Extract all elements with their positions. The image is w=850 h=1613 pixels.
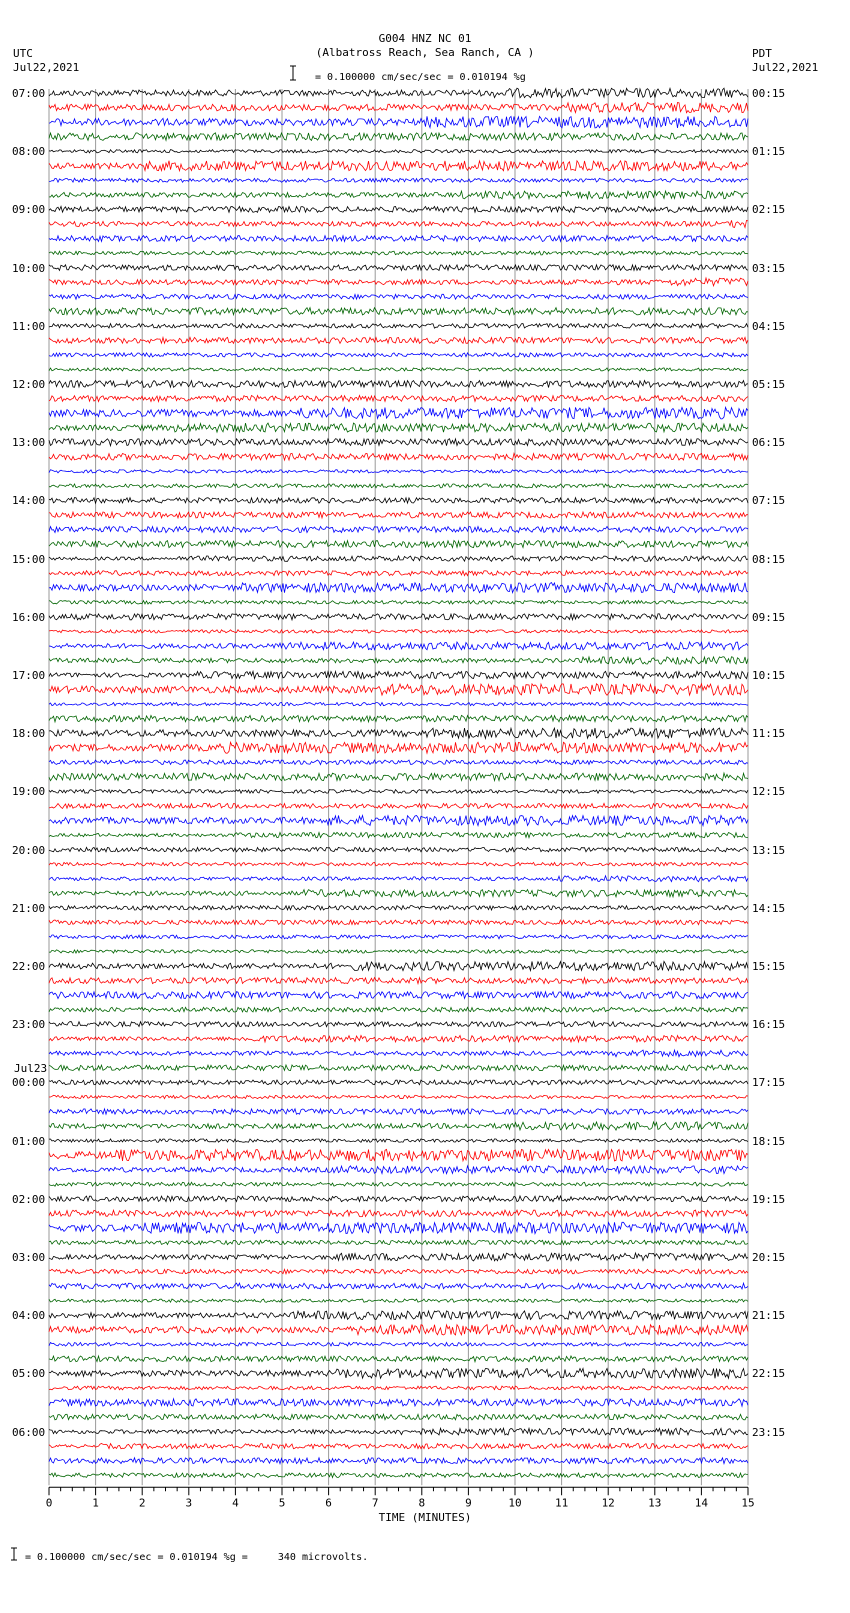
- seismic-trace: [49, 470, 748, 473]
- seismic-trace: [49, 992, 748, 999]
- seismic-trace: [49, 103, 748, 113]
- pdt-hour-label: 16:15: [752, 1018, 786, 1032]
- seismic-trace: [49, 728, 748, 739]
- seismic-trace: [49, 601, 748, 605]
- seismic-trace: [49, 1122, 748, 1130]
- utc-hour-label: 22:00: [12, 960, 46, 973]
- x-tick-label: 0: [45, 1496, 53, 1510]
- seismic-trace: [49, 88, 748, 98]
- seismic-trace: [49, 1240, 748, 1244]
- seismic-trace: [49, 381, 748, 388]
- scale-bar-icon: [290, 66, 296, 80]
- seismic-trace: [49, 816, 748, 826]
- seismic-trace: [49, 337, 748, 343]
- utc-hour-label: 03:00: [12, 1251, 46, 1264]
- seismic-trace: [49, 684, 748, 695]
- x-tick-label: 4: [232, 1496, 239, 1510]
- seismic-trace: [49, 236, 748, 242]
- seismic-trace: [49, 715, 748, 722]
- seismic-trace: [49, 1253, 748, 1261]
- seismic-trace: [49, 407, 748, 419]
- seismic-trace: [49, 742, 748, 753]
- seismic-trace: [49, 1386, 748, 1390]
- right-date: Jul22,2021: [752, 61, 819, 74]
- date-change-label: Jul23: [14, 1062, 48, 1076]
- seismic-trace: [49, 1139, 748, 1142]
- utc-hour-label: 04:00: [12, 1309, 46, 1323]
- x-tick-label: 8: [418, 1496, 426, 1510]
- pdt-hour-label: 00:15: [752, 87, 786, 100]
- seismic-trace: [49, 161, 748, 171]
- seismic-trace: [49, 1342, 748, 1346]
- seismic-trace: [49, 760, 748, 765]
- seismic-trace: [49, 1166, 748, 1174]
- utc-hour-label: 06:00: [12, 1425, 46, 1439]
- seismic-trace: [49, 1399, 748, 1406]
- seismic-trace: [49, 353, 748, 357]
- utc-hour-label: 01:00: [12, 1134, 46, 1148]
- seismic-trace: [49, 906, 748, 910]
- left-date: Jul22,2021: [13, 61, 80, 74]
- utc-hour-label: 02:00: [12, 1192, 46, 1206]
- utc-hour-label: 23:00: [12, 1018, 46, 1032]
- seismic-trace: [49, 1369, 748, 1379]
- seismic-trace: [49, 1299, 748, 1302]
- x-tick-label: 1: [92, 1496, 99, 1510]
- seismic-trace: [49, 876, 748, 882]
- pdt-hour-label: 09:15: [752, 610, 786, 624]
- x-tick-label: 2: [138, 1496, 146, 1510]
- seismic-trace: [49, 583, 748, 593]
- pdt-hour-label: 07:15: [752, 494, 786, 508]
- seismic-trace: [49, 920, 748, 925]
- seismic-trace: [49, 1356, 748, 1362]
- seismic-trace: [49, 803, 748, 808]
- seismic-trace: [49, 1007, 748, 1012]
- x-axis-title: TIME (MINUTES): [378, 1511, 472, 1524]
- pdt-hour-label: 01:15: [752, 145, 786, 159]
- utc-hour-label: 05:00: [12, 1367, 46, 1381]
- seismic-trace: [49, 453, 748, 460]
- seismic-trace: [49, 950, 748, 954]
- x-tick-label: 6: [325, 1496, 332, 1510]
- pdt-hour-label: 19:15: [752, 1192, 786, 1206]
- pdt-hour-label: 20:15: [752, 1251, 786, 1264]
- pdt-hour-label: 12:15: [752, 785, 786, 799]
- location-subtitle: (Albatross Reach, Sea Ranch, CA ): [315, 46, 535, 59]
- utc-hour-label: 14:00: [12, 494, 46, 508]
- seismic-trace: [49, 571, 748, 576]
- pdt-hour-label: 18:15: [752, 1134, 786, 1148]
- seismic-trace: [49, 178, 748, 182]
- x-tick-label: 10: [508, 1496, 522, 1510]
- seismic-trace: [49, 1022, 748, 1027]
- utc-hour-label: 07:00: [12, 87, 46, 100]
- seismic-trace: [49, 308, 748, 315]
- seismic-trace: [49, 862, 748, 866]
- seismic-trace: [49, 541, 748, 548]
- seismic-trace: [49, 671, 748, 678]
- x-tick-label: 9: [465, 1496, 472, 1510]
- utc-hour-label: 00:00: [12, 1076, 46, 1090]
- seismic-trace: [49, 251, 748, 255]
- utc-hour-label: 21:00: [12, 901, 46, 915]
- seismic-trace: [49, 935, 748, 939]
- x-tick-label: 13: [648, 1496, 662, 1510]
- seismic-trace: [49, 1269, 748, 1274]
- utc-hour-label: 09:00: [12, 203, 46, 217]
- seismic-trace: [49, 1210, 748, 1217]
- seismic-trace: [49, 1222, 748, 1233]
- seismic-trace: [49, 265, 748, 271]
- seismic-trace: [49, 498, 748, 504]
- footer-scale-note: = 0.100000 cm/sec/sec = 0.010194 %g = 340 microvolts.: [25, 1552, 369, 1563]
- utc-hour-label: 15:00: [12, 552, 46, 566]
- seismic-trace: [49, 1109, 748, 1114]
- seismic-trace: [49, 150, 748, 153]
- seismic-trace: [49, 1428, 748, 1435]
- seismic-trace: [49, 191, 748, 199]
- seismic-trace: [49, 657, 748, 664]
- seismic-trace: [49, 1414, 748, 1420]
- seismic-trace: [49, 790, 748, 794]
- seismic-trace: [49, 133, 748, 141]
- pdt-hour-label: 04:15: [752, 319, 786, 333]
- seismic-trace: [49, 1325, 748, 1335]
- seismic-trace: [49, 484, 748, 488]
- x-tick-label: 3: [185, 1496, 193, 1510]
- seismic-trace: [49, 642, 748, 650]
- utc-hour-label: 17:00: [12, 669, 46, 682]
- seismic-trace: [49, 961, 748, 970]
- pdt-hour-label: 23:15: [752, 1425, 786, 1439]
- seismic-trace: [49, 614, 748, 620]
- utc-hour-label: 18:00: [12, 727, 46, 741]
- seismic-trace: [49, 423, 748, 432]
- utc-hour-label: 16:00: [12, 610, 46, 624]
- seismic-trace: [49, 396, 748, 402]
- utc-hour-label: 19:00: [12, 785, 46, 799]
- pdt-hour-label: 15:15: [752, 960, 786, 973]
- utc-hour-label: 08:00: [12, 145, 46, 159]
- utc-hour-label: 13:00: [12, 436, 46, 450]
- x-tick-label: 11: [554, 1496, 569, 1510]
- seismic-trace: [49, 773, 748, 781]
- pdt-hour-label: 17:15: [752, 1076, 786, 1090]
- pdt-hour-label: 03:15: [752, 261, 786, 275]
- seismic-trace: [49, 1182, 748, 1186]
- pdt-hour-label: 08:15: [752, 552, 786, 566]
- seismic-trace: [49, 1050, 748, 1057]
- x-tick-label: 15: [741, 1496, 755, 1510]
- seismic-trace: [49, 206, 748, 212]
- seismic-trace: [49, 512, 748, 518]
- pdt-hour-label: 11:15: [752, 727, 786, 741]
- seismic-trace: [49, 1473, 748, 1478]
- pdt-hour-label: 22:15: [752, 1367, 786, 1381]
- left-timezone: UTC: [13, 47, 33, 60]
- seismic-trace: [49, 1283, 748, 1289]
- seismic-trace: [49, 278, 748, 286]
- pdt-hour-label: 05:15: [752, 378, 786, 391]
- seismic-trace: [49, 1065, 748, 1071]
- seismic-trace: [49, 368, 748, 371]
- seismic-trace: [49, 703, 748, 706]
- seismic-trace: [49, 439, 748, 446]
- scale-bar-icon: [11, 1548, 17, 1560]
- scale-label: = 0.100000 cm/sec/sec = 0.010194 %g: [315, 72, 526, 83]
- x-tick-label: 7: [371, 1496, 379, 1510]
- seismic-trace: [49, 847, 748, 851]
- seismic-trace: [49, 116, 748, 128]
- seismic-trace: [49, 630, 748, 633]
- seismic-trace: [49, 832, 748, 837]
- seismic-trace: [49, 978, 748, 984]
- seismic-trace: [49, 1444, 748, 1449]
- pdt-hour-label: 14:15: [752, 901, 786, 915]
- pdt-hour-label: 02:15: [752, 203, 786, 217]
- pdt-hour-label: 13:15: [752, 843, 786, 857]
- utc-hour-label: 11:00: [12, 319, 46, 333]
- seismic-trace: [49, 556, 748, 561]
- seismic-trace: [49, 294, 748, 299]
- x-tick-label: 5: [278, 1496, 286, 1510]
- utc-hour-label: 10:00: [12, 261, 46, 275]
- seismic-trace: [49, 1036, 748, 1043]
- pdt-hour-label: 21:15: [752, 1309, 786, 1323]
- seismic-trace: [49, 527, 748, 533]
- right-timezone: PDT: [752, 47, 772, 60]
- seismic-trace: [49, 220, 748, 227]
- seismic-trace: [49, 324, 748, 329]
- seismic-trace: [49, 890, 748, 897]
- seismic-trace: [49, 1149, 748, 1161]
- pdt-hour-label: 06:15: [752, 436, 786, 450]
- x-tick-label: 12: [601, 1496, 615, 1510]
- x-tick-label: 14: [694, 1496, 709, 1510]
- seismic-trace: [49, 1311, 748, 1320]
- utc-hour-label: 12:00: [12, 378, 46, 391]
- pdt-hour-label: 10:15: [752, 669, 786, 682]
- station-title: G004 HNZ NC 01: [378, 32, 472, 45]
- utc-hour-label: 20:00: [12, 843, 46, 857]
- seismic-trace: [49, 1080, 748, 1085]
- seismic-trace: [49, 1458, 748, 1464]
- seismic-trace: [49, 1095, 748, 1098]
- seismic-trace: [49, 1196, 748, 1202]
